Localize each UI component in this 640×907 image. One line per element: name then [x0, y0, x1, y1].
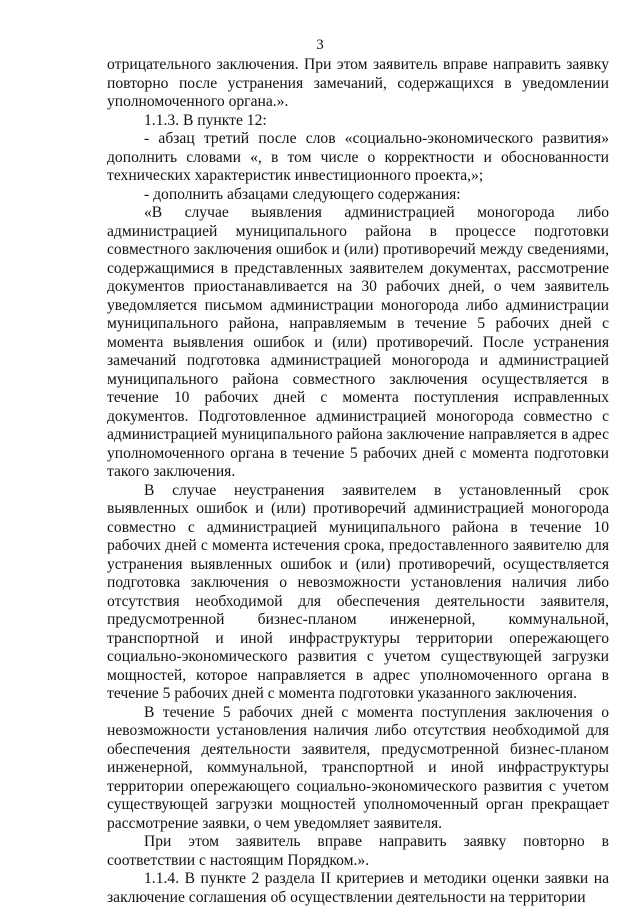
- paragraph-continuation: отрицательного заключения. При этом заявитель вправе направить заявку повторно после устранения замечаний, содержащихся в уведомлении уполномоченного органа.».: [107, 56, 609, 110]
- paragraph-item-1-1-3: 1.1.3. В пункте 12:: [144, 111, 267, 129]
- paragraph-amendment-abzac-three: - абзац третий после слов «социально-экономического развития» дополнить словами «, в том числе о корректности и обоснованности технических характеристик инвестиционного проекта,»;: [107, 130, 609, 184]
- paragraph-quote-error-detection: «В случае выявления администрацией моногорода либо администрацией муниципального района в процессе подготовки совместного заключения ошибок и (или) противоречий между сведениями, содержащимися в представленных заявителем документах, рассмотрение документов приостанавливается на 30 рабочих дней, о чем заявитель уведомляется письмом администрации моногорода либо администрации муниципального района, направляемым в течение 5 рабочих дней с момента выявления ошибок и (или) противоречий. После устранения замечаний подготовка администрацией моногорода и администрацией муниципального района совместного заключения осуществляется в течение 10 рабочих дней с момента поступления исправленных документов. Подготовленное администрацией моногорода совместно с администрацией муниципального района заключение направляется в адрес уполномоченного органа в течение 5 рабочих дней с момента подготовки такого заключения.: [107, 204, 609, 480]
- document-body: [107, 56, 609, 907]
- paragraph-five-days: В течение 5 рабочих дней с момента поступления заключения о невозможности установления наличия либо отсутствия необходимой для обеспечения деятельности заявителя, предусмотренной бизнес-планом инженерной, коммунальной, транспортной и иной инфраструктуры территории опережающего социально-экономического развития с учетом существующей загрузки мощностей уполномоченный орган прекращает рассмотрение заявки, о чем уведомляет заявителя.: [107, 703, 609, 832]
- paragraph-non-elimination: В случае неустранения заявителем в установленный срок выявленных ошибок и (или) противоречий администрацией моногорода совместно с администрацией муниципального района в течение 10 рабочих дней с момента истечения срока, предоставленного заявителю для устранения выявленных ошибок и (или) противоречий, осуществляется подготовка заключения о невозможности установления наличия либо отсутствия необходимой для обеспечения деятельности заявителя, предусмотренной бизнес-планом инженерной, коммунальной, транспортной и иной инфраструктуры территории опережающего социально-экономического развития с учетом существующей загрузки мощностей, которое направляется в адрес уполномоченного органа в течение 5 рабочих дней с момента подготовки указанного заключения.: [107, 481, 609, 702]
- paragraph-resubmit: При этом заявитель вправе направить заявку повторно в соответствии с настоящим Порядком.».: [107, 833, 609, 869]
- page-number: 3: [316, 37, 324, 53]
- paragraph-item-1-1-4: 1.1.4. В пункте 2 раздела II критериев и методики оценки заявки на заключение соглашения об осуществлении деятельности на территории: [107, 870, 609, 906]
- paragraph-add-abzacs: - дополнить абзацами следующего содержания:: [144, 185, 461, 203]
